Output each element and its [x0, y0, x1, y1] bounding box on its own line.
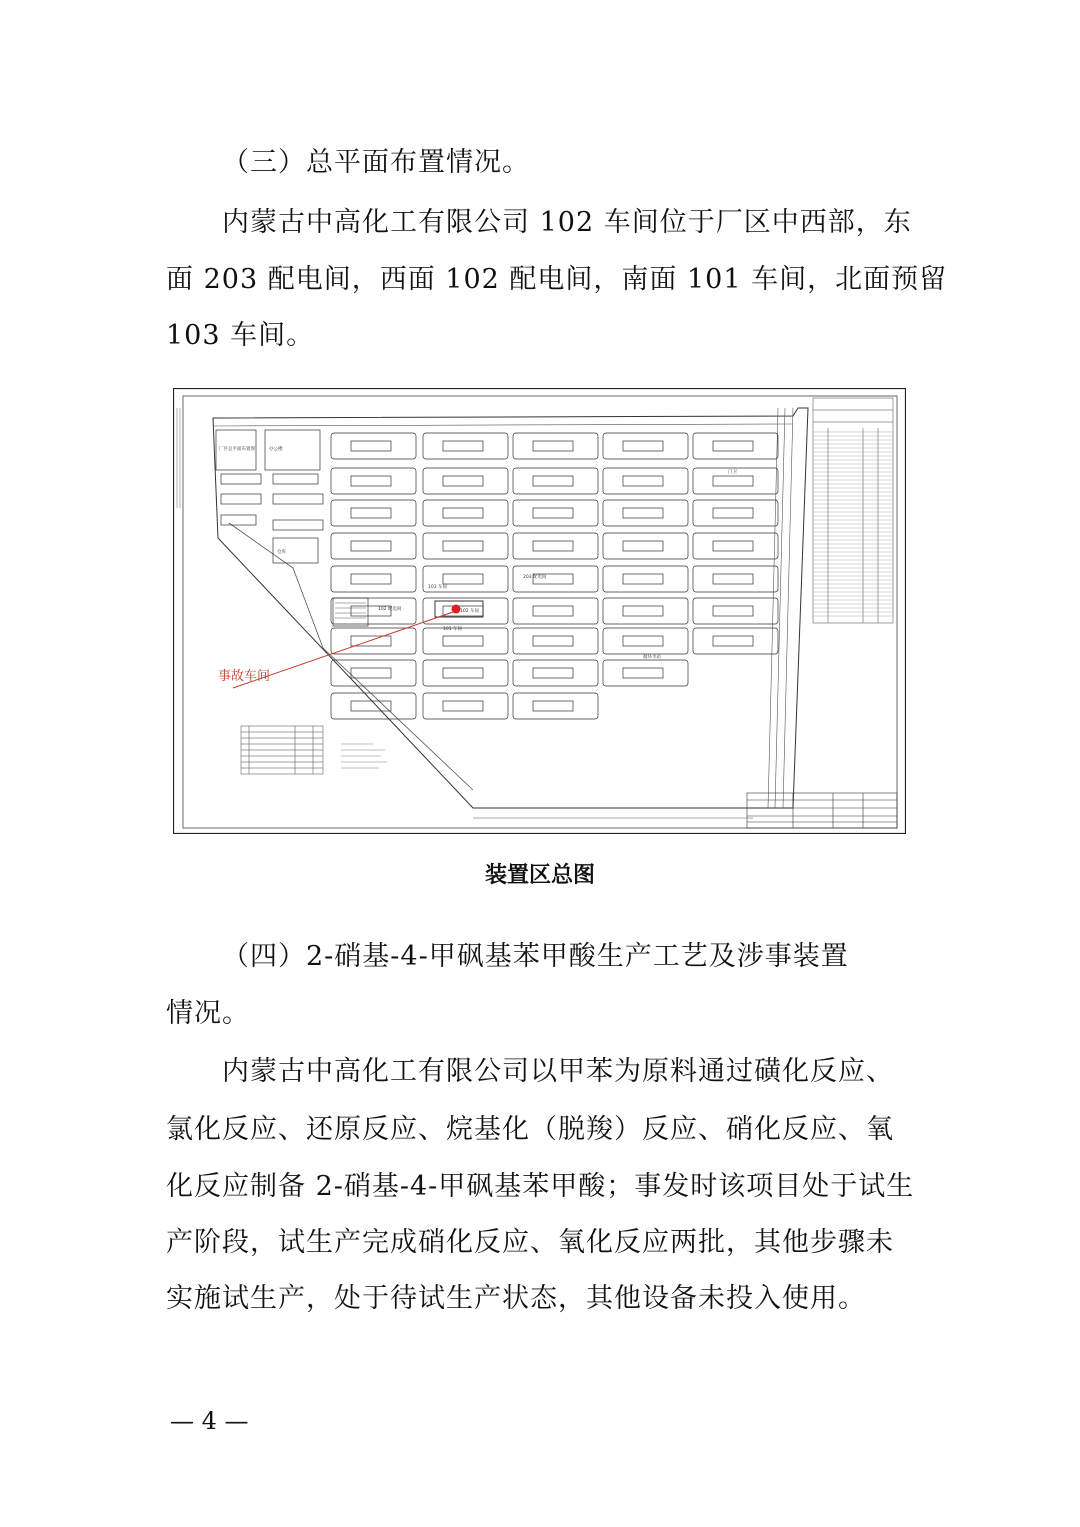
- block-label: 102 配电间: [378, 607, 402, 612]
- section4-para-line: 氯化反应、还原反应、烷基化（脱羧）反应、硝化反应、氧: [166, 1114, 894, 1145]
- page-number: — 4 —: [170, 1407, 249, 1435]
- section4-heading-line: （四）2-硝基-4-甲砜基苯甲酸生产工艺及涉事装置: [222, 941, 849, 972]
- block-label: 仓库: [277, 550, 286, 555]
- section3-para-line: 103 车间。: [166, 320, 315, 351]
- section4-para-line: 产阶段，试生产完成硝化反应、氧化反应两批，其他步骤未: [166, 1227, 894, 1258]
- plant-layout-figure: [173, 388, 906, 834]
- block-label: 门卫: [728, 470, 737, 475]
- block-label: 101 车间: [443, 627, 463, 632]
- figure-frame: [174, 389, 906, 834]
- block-label: 103 车间: [428, 585, 448, 590]
- section3-para-line: 内蒙古中高化工有限公司 102 车间位于厂区中西部，东: [222, 207, 912, 238]
- block-label: 厂区总平面布置图: [219, 447, 255, 452]
- section4-para-line: 实施试生产，处于待试生产状态，其他设备未投入使用。: [166, 1283, 866, 1314]
- section4-heading-line: 情况。: [166, 998, 250, 1029]
- section4-para-line: 化反应制备 2-硝基-4-甲砜基苯甲酸；事发时该项目处于试生: [166, 1171, 915, 1202]
- block-label: 203 配电间: [523, 575, 547, 580]
- figure-caption: 装置区总图: [484, 863, 595, 888]
- accident-label: 事故车间: [218, 669, 271, 684]
- block-label: 办公楼: [269, 447, 283, 452]
- section4-para-line: 内蒙古中高化工有限公司以甲苯为原料通过磺化反应、: [222, 1056, 894, 1087]
- block-label: 102 车间: [460, 609, 480, 614]
- section3-heading: （三）总平面布置情况。: [222, 147, 530, 178]
- section3-para-line: 面 203 配电间，西面 102 配电间，南面 101 车间，北面预留: [166, 264, 948, 295]
- block-label: 循环水站: [643, 655, 661, 660]
